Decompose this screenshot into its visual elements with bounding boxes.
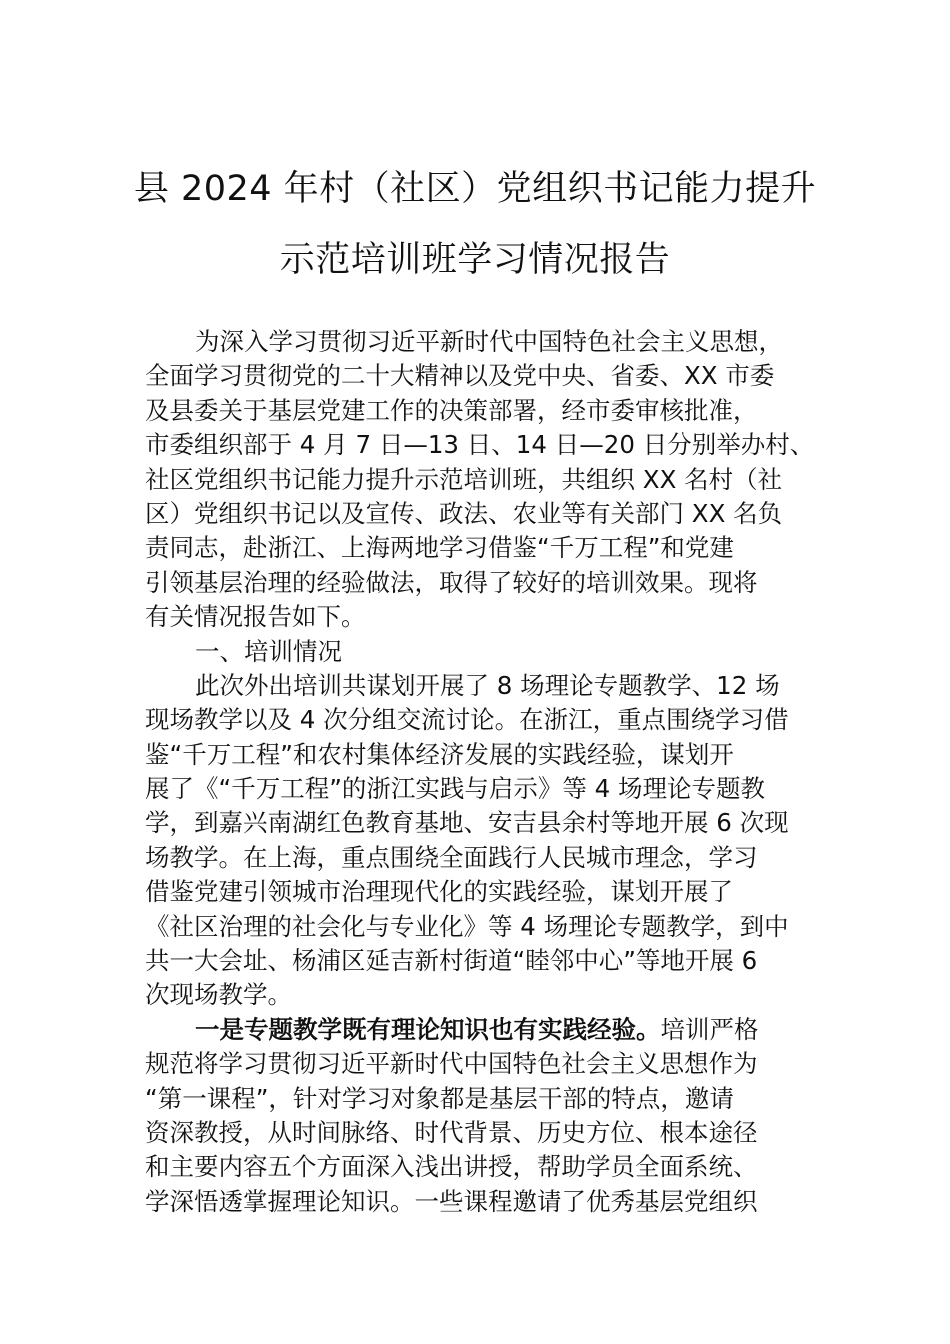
body-line	[145, 944, 835, 978]
body-line	[145, 1150, 835, 1184]
body-line-text: 区）党组织书记以及宣传、政法、农业等有关部门 XX 名负	[145, 498, 783, 528]
body-line-text: 《社区治理的社会化与专业化》等 4 场理论专题教学，到中	[145, 911, 789, 941]
body-line-text: 和主要内容五个方面深入浅出讲授，帮助学员全面系统、	[145, 1152, 758, 1182]
body-line	[145, 669, 835, 703]
body-line	[145, 978, 835, 1012]
body-line	[145, 600, 835, 634]
body-line-text: 展了《“千万工程”的浙江实践与启示》等 4 场理论专题教	[145, 774, 766, 804]
body-line-text: 责同志，赴浙江、上海两地学习借鉴“千万工程”和党建	[145, 533, 734, 563]
body-line	[145, 875, 835, 909]
body-line-text: 次现场教学。	[145, 980, 292, 1010]
document-title-line-1: 县 2024 年村（社区）党组织书记能力提升	[133, 169, 817, 209]
body-line-text: 市委组织部于 4 月 7 日—13 日、14 日—20 日分别举办村、	[145, 430, 815, 460]
body-line	[145, 463, 835, 497]
body-line-text: 共一大会址、杨浦区延吉新村街道“睦邻中心”等地开展 6	[145, 946, 758, 976]
body-line-text: 规范将学习贯彻习近平新时代中国特色社会主义思想作为	[145, 1049, 758, 1079]
body-line	[145, 703, 835, 737]
body-line-text: 借鉴党建引领城市治理现代化的实践经验，谋划开展了	[145, 877, 733, 907]
body-line-text: 场教学。在上海，重点围绕全面践行人民城市理念，学习	[145, 842, 758, 872]
body-line-text: 全面学习贯彻党的二十大精神以及党中央、省委、XX 市委	[145, 361, 775, 391]
body-line	[145, 497, 835, 531]
body-line-text: 引领基层治理的经验做法，取得了较好的培训效果。现将	[145, 567, 758, 597]
body-line	[145, 635, 835, 669]
document-body	[145, 325, 835, 1219]
body-line-text: 社区党组织书记能力提升示范培训班，共组织 XX 名村（社	[145, 464, 783, 494]
body-line	[145, 841, 835, 875]
body-line	[145, 772, 835, 806]
body-line	[145, 359, 835, 393]
body-line	[145, 1082, 835, 1116]
body-line-text: 培训严格	[660, 1014, 759, 1044]
body-line-text: 学，到嘉兴南湖红色教育基地、安吉县余村等地开展 6 次现	[145, 808, 789, 838]
body-line	[145, 806, 835, 840]
body-line-text: 有关情况报告如下。	[145, 602, 366, 632]
body-line-text: 现场教学以及 4 次分组交流讨论。在浙江，重点围绕学习借	[145, 705, 789, 735]
body-line	[145, 1116, 835, 1150]
body-line	[145, 1013, 835, 1047]
body-line-text: “第一课程”，针对学习对象都是基层干部的特点，邀请	[145, 1083, 734, 1113]
body-line	[145, 1047, 835, 1081]
body-line	[145, 428, 835, 462]
body-line-text: 资深教授，从时间脉络、时代背景、历史方位、根本途径	[145, 1117, 758, 1147]
body-line-text: 一、培训情况	[195, 636, 342, 666]
body-line	[145, 1185, 835, 1219]
body-line-text: 及县委关于基层党建工作的决策部署，经市委审核批准，	[145, 395, 758, 425]
body-line	[145, 566, 835, 600]
body-line	[145, 531, 835, 565]
document-title-line-2: 示范培训班学习情况报告	[279, 240, 671, 280]
body-line-text: 为深入学习贯彻习近平新时代中国特色社会主义思想，	[195, 327, 783, 356]
body-line	[145, 394, 835, 428]
body-line	[145, 910, 835, 944]
body-line	[145, 738, 835, 772]
body-line-text: 此次外出培训共谋划开展了 8 场理论专题教学、12 场	[195, 670, 780, 700]
bold-heading-text: 一是专题教学既有理论知识也有实践经验。	[195, 1014, 661, 1044]
body-line	[145, 325, 835, 359]
body-line-text: 学深悟透掌握理论知识。一些课程邀请了优秀基层党组织	[145, 1186, 758, 1216]
body-line-text: 鉴“千万工程”和农村集体经济发展的实践经验，谋划开	[145, 739, 734, 769]
